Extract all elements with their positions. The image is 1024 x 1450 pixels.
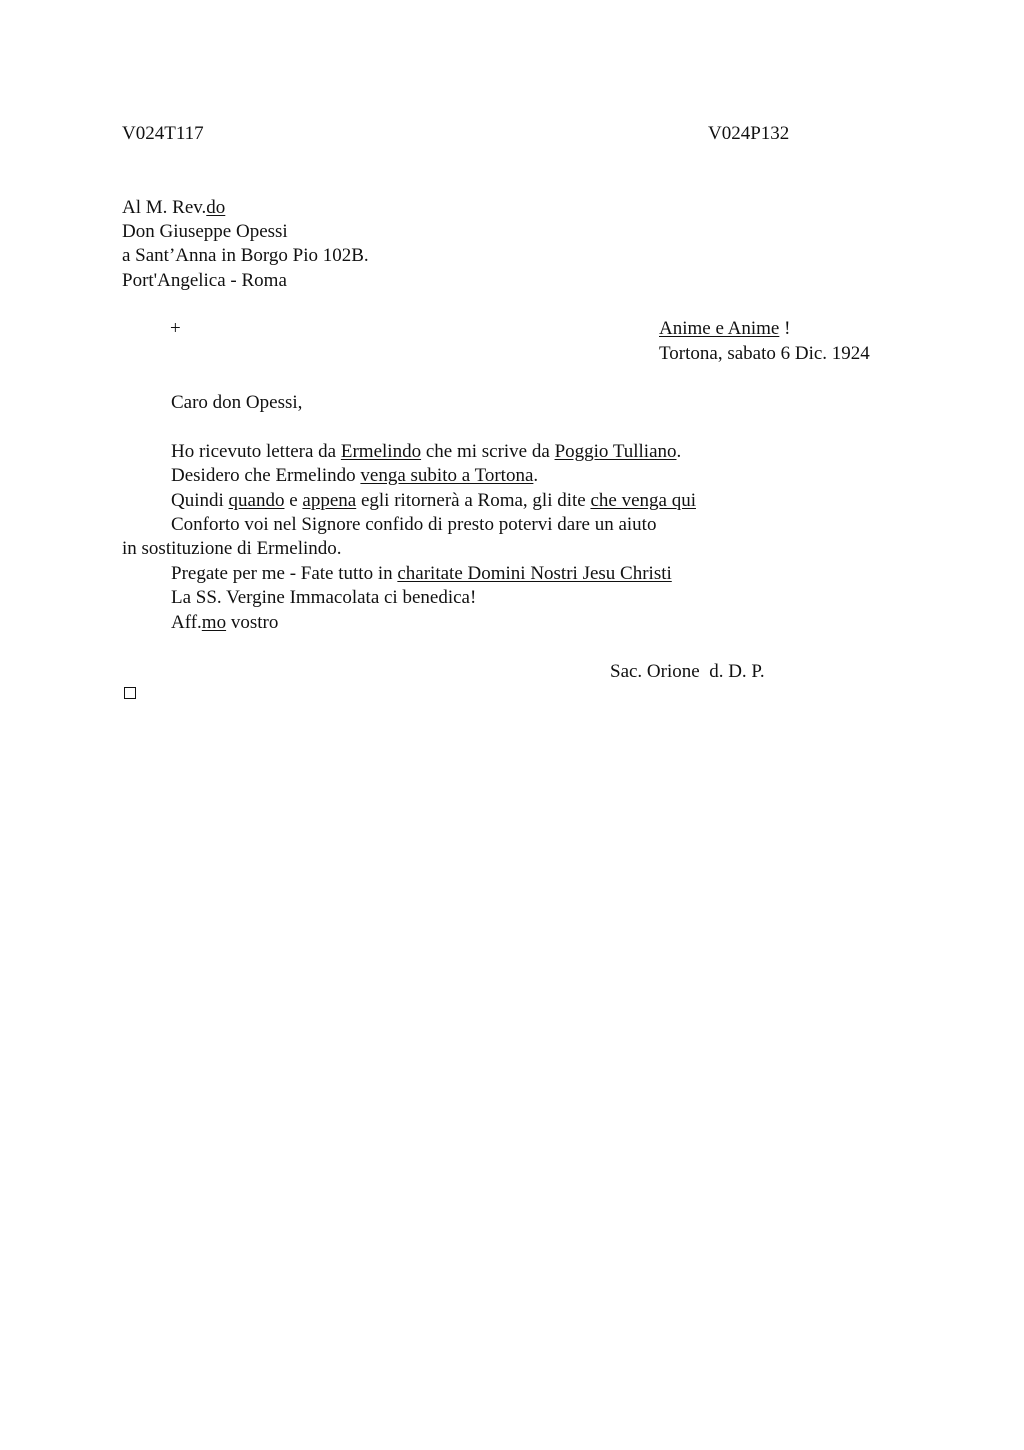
text-run: egli ritornerà a Roma, gli dite bbox=[356, 490, 591, 511]
text-run: Pregate per me - Fate tutto in bbox=[171, 563, 398, 584]
text-run: e bbox=[284, 490, 303, 511]
underlined-run: charitate Domini Nostri Jesu Christi bbox=[397, 563, 672, 584]
body-line-2 bbox=[171, 464, 538, 488]
text-run: . bbox=[676, 441, 682, 462]
underlined-run: che venga qui bbox=[590, 490, 696, 511]
end-marker-box bbox=[124, 687, 136, 699]
address-title-abbrev: do bbox=[206, 197, 226, 218]
underlined-run: Ermelindo bbox=[340, 441, 422, 462]
text-run: vostro bbox=[226, 612, 279, 633]
address-line-2: Don Giuseppe Opessi bbox=[122, 221, 288, 242]
underlined-run: quando bbox=[228, 490, 285, 511]
text-run: Quindi bbox=[171, 490, 229, 511]
motto-rest: ! bbox=[779, 318, 791, 339]
underlined-run: Poggio Tulliano bbox=[554, 441, 677, 462]
salutation: Caro don Opessi, bbox=[171, 392, 303, 413]
signature: Sac. Orione d. D. P. bbox=[610, 661, 765, 682]
body-line-8 bbox=[171, 611, 278, 635]
underlined-run: appena bbox=[302, 490, 357, 511]
address-line-3: a Sant’Anna in Borgo Pio 102B. bbox=[122, 245, 369, 266]
motto bbox=[659, 317, 790, 341]
underlined-run: venga subito a Tortona bbox=[360, 465, 534, 486]
text-run: . bbox=[533, 465, 539, 486]
body-line-7: La SS. Vergine Immacolata ci benedica! bbox=[171, 587, 477, 608]
body-line-5: in sostituzione di Ermelindo. bbox=[122, 538, 342, 559]
address-line-1 bbox=[122, 196, 225, 220]
letter-date: Tortona, sabato 6 Dic. 1924 bbox=[659, 343, 870, 364]
text-run: Desidero che Ermelindo bbox=[171, 465, 361, 486]
motto-underlined: Anime e Anime bbox=[659, 318, 780, 339]
body-line-1 bbox=[171, 440, 681, 464]
cross-symbol: + bbox=[170, 318, 181, 339]
text-run: Ho ricevuto lettera da bbox=[171, 441, 341, 462]
address-line-4: Port'Angelica - Roma bbox=[122, 270, 287, 291]
body-line-6 bbox=[171, 562, 672, 586]
underlined-run: mo bbox=[201, 612, 227, 633]
text-run: che mi scrive da bbox=[421, 441, 555, 462]
text-run: Aff. bbox=[171, 612, 202, 633]
body-line-4: Conforto voi nel Signore confido di presto potervi dare un aiuto bbox=[171, 514, 657, 535]
address-title: Al M. Rev. bbox=[122, 197, 207, 218]
header-left-code: V024T117 bbox=[122, 123, 204, 144]
header-right-code: V024P132 bbox=[708, 123, 790, 144]
body-line-3 bbox=[171, 489, 696, 513]
